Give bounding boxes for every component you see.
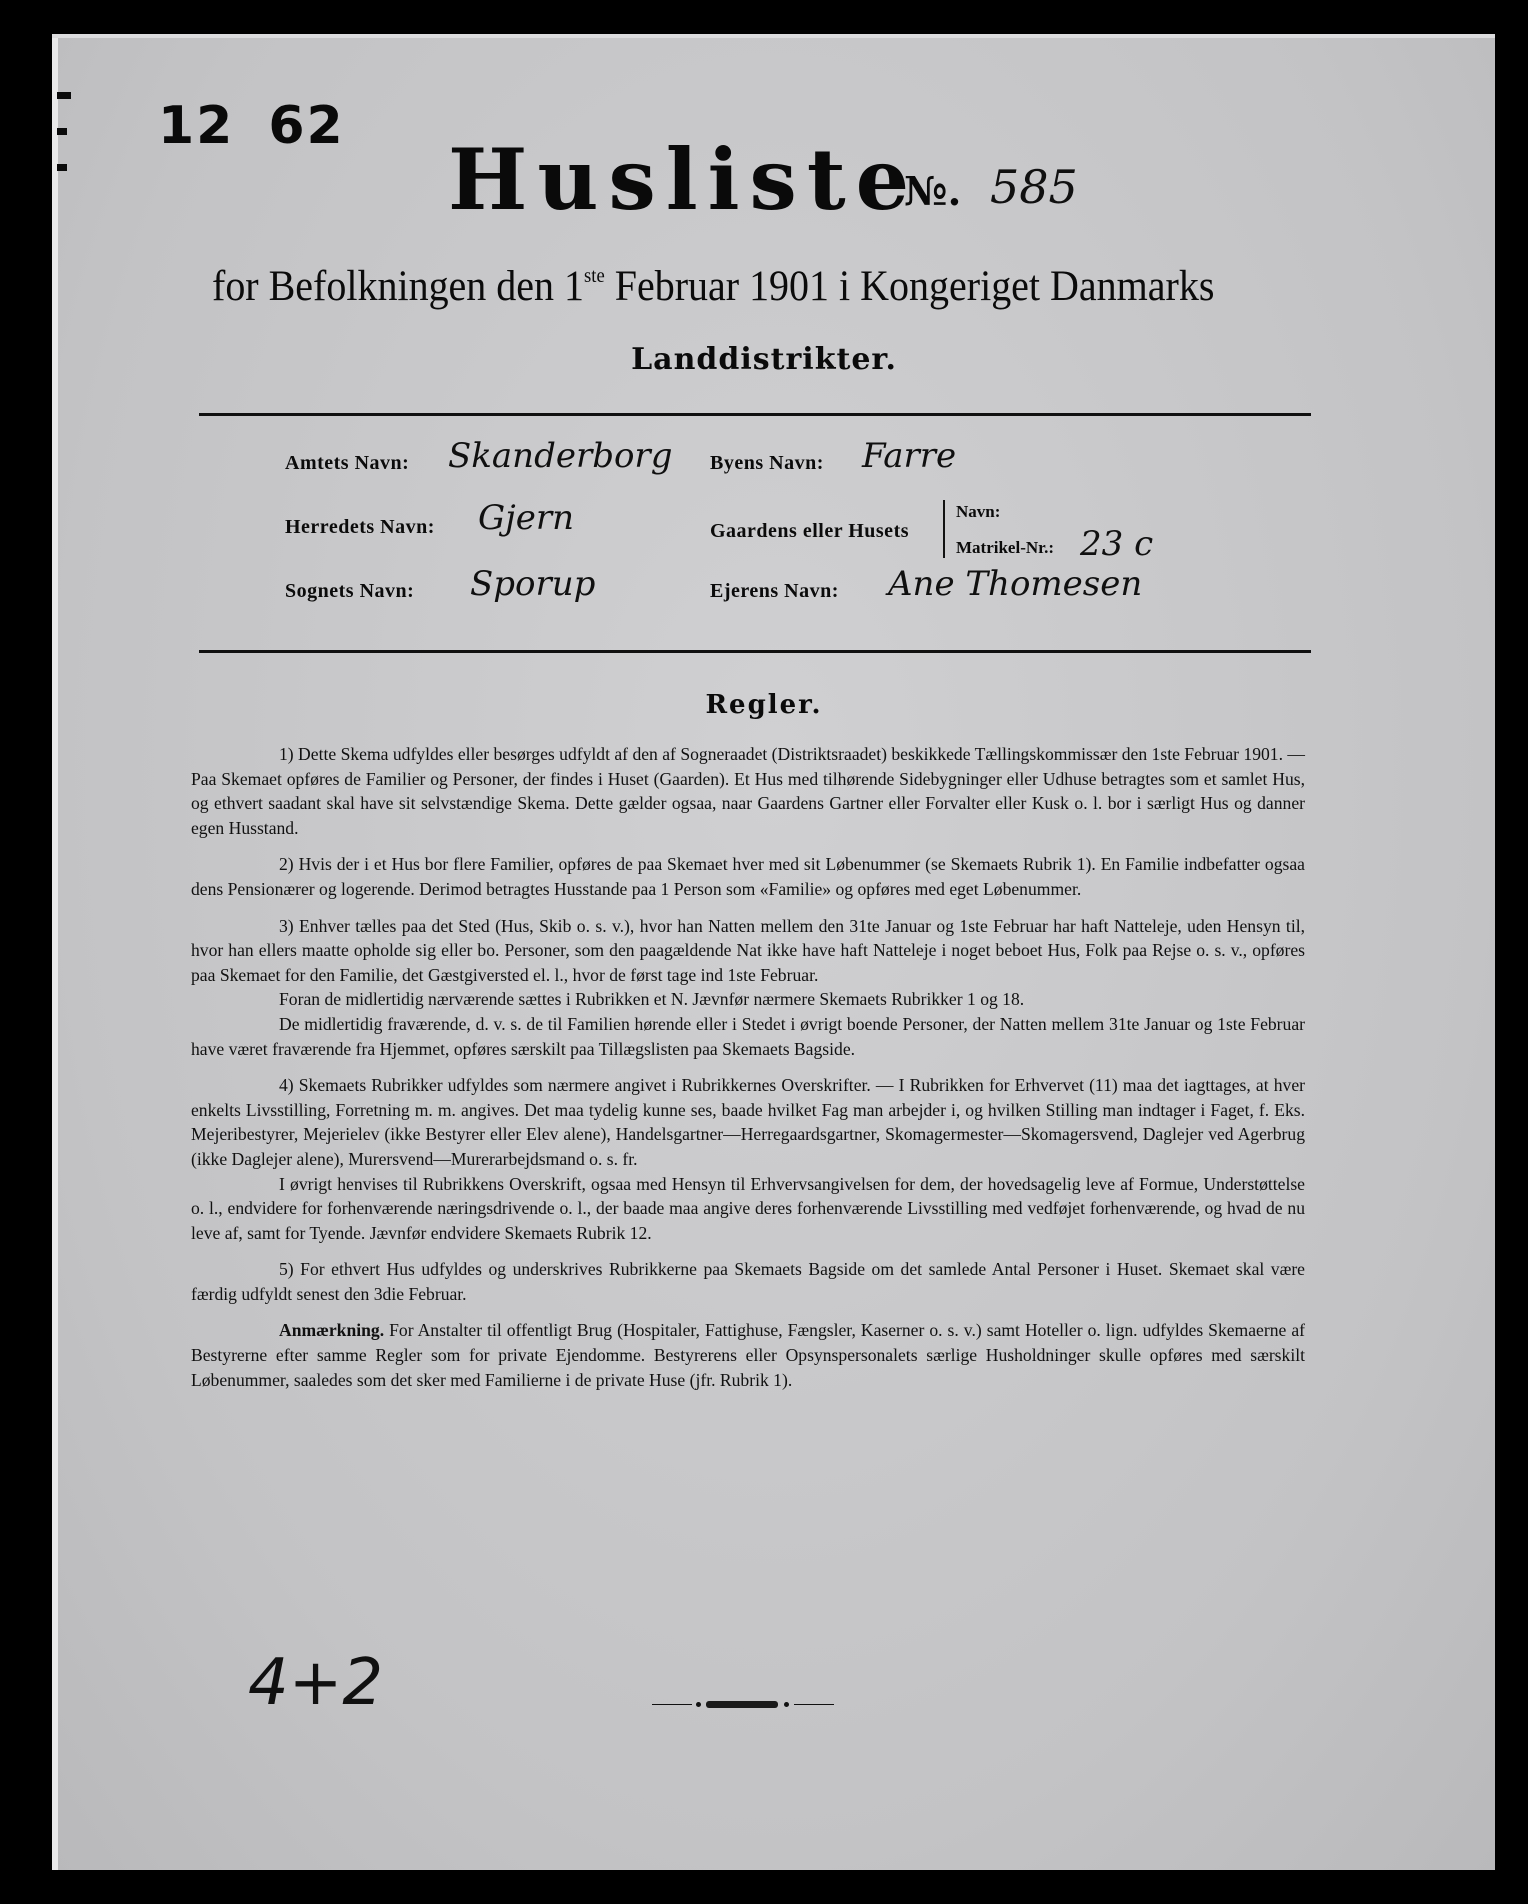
matrikel-value: 23 c (1080, 524, 1154, 564)
handwritten-number: 4+2 (248, 1646, 384, 1720)
archive-number-a: 12 (158, 96, 235, 156)
ornament-divider (652, 1700, 837, 1709)
by-value: Farre (862, 436, 957, 476)
ejer-label: Ejerens Navn: (710, 580, 839, 602)
rules-body (191, 742, 1305, 1392)
sogn-value: Sporup (470, 564, 596, 604)
navn-label: Navn: (956, 502, 1001, 521)
rule-3-absent: De midlertidig fraværende, d. v. s. de til Familien hørende eller i Stedet i øvrigt boende Personer, der Natten mellem 31te Januar og 1ste Februar have været fraværende fra Hjemmet, opføres særskilt paa Tillægslisten paa Skemaets Bagside. (191, 1013, 1305, 1059)
margin-mark (57, 164, 67, 171)
margin-mark (57, 128, 67, 135)
rule-5: 5) For ethvert Hus udfyldes og underskrives Rubrikkerne paa Skemaets Bagside om det samlede Antal Personer i Huset. Skemaet skal være færdig udfyldt senest den 3die Februar. (191, 1259, 1305, 1304)
margin-mark (57, 92, 71, 99)
top-divider (199, 413, 1311, 416)
ejer-value: Ane Thomesen (888, 564, 1143, 604)
remark-label: Anmærkning. (279, 1320, 385, 1341)
rule-3-present: Foran de midlertidig nærværende sættes i Rubrikken et N. Jævnfør nærmere Skemaets Rubrikker 1 og 18. (279, 989, 1025, 1010)
archive-number-b: 62 (268, 96, 345, 156)
subtitle-sup: ste (584, 265, 605, 287)
remark (191, 1318, 1305, 1392)
herred-label: Herredets Navn: (285, 516, 435, 538)
form-title: Husliste (448, 130, 920, 229)
subtitle-post: Februar 1901 i Kongeriget Danmarks (604, 263, 1215, 310)
rule-1: 1) Dette Skema udfyldes eller besørges udfyldt af den af Sogneraadet (Distriktsraadet) beskikkede Tællingskommissær den 1ste Februar 1901. — Paa Skemaet opføres de Familier og Personer, der findes i Huset (Gaarden). Et Hus med tilhørende Sidebygninger eller Udhuse betragtes som et samlet Hus, og ethvert saadant skal have sit selvstændige Skema. Dette gælder ogsaa, naar Gaardens Gartner eller Forvalter eller Kusk o. l. bor i særligt Hus og danner egen Husstand. (191, 744, 1305, 838)
page-edge (52, 34, 58, 1870)
field-brace (943, 500, 945, 558)
rule-4: 4) Skemaets Rubrikker udfyldes som nærmere angivet i Rubrikkernes Overskrifter. — I Rubrikken for Erhvervet (11) maa det iagttages, at hver enkelts Livsstilling, Forretning m. m. angives. Det maa tydelig kunne ses, baade hvilket Fag man arbejder i, og hvilken Stilling man indtager i Faget, f. Eks. Mejeribestyrer, Mejerielev (ikke Bestyrer eller Elev alene), Handelsgartner—Herregaardsgartner, Skomagermester—Skomagersvend, Daglejer ved Agerbrug (ikke Daglejer alene), Murersvend—Murerarbejdsmand o. s. fr. (191, 1075, 1305, 1169)
rule-3: 3) Enhver tælles paa det Sted (Hus, Skib o. s. v.), hvor han Natten mellem den 31te Januar og 1ste Februar har haft Natteleje, uden Hensyn til, hvor han ellers maatte opholde sig eller bo. Personer, som den paagældende Nat ikke have haft Natteleje i noget beboet Hus, Folk paa Rejse o. s. v., opføres paa Skemaet for den Familie, det Gæstgiversted el. l., hvor de først tage ind 1ste Februar. (191, 915, 1305, 985)
matrikel-label: Matrikel-Nr.: (956, 538, 1055, 557)
district-heading: Landdistrikter. (631, 342, 897, 377)
form-subtitle (212, 262, 1228, 311)
sogn-label: Sognets Navn: (285, 580, 415, 602)
gaard-label: Gaardens eller Husets (710, 520, 910, 542)
rule-4-continued: I øvrigt henvises til Rubrikkens Overskrift, ogsaa med Hensyn til Erhvervsangivelsen for dem, der hovedsagelig leve af Formue, Understøttelse o. l., endvidere for forhenværende næringsdrivende o. l., der baade maa angive deres forhenværende Livsstilling med vedføjet forhenværende, og hvad de nu leve af, samt for Tyende. Jævnfør endvidere Skemaets Rubrik 12. (191, 1173, 1305, 1243)
page-edge-top (52, 34, 1495, 38)
number-sign: №. (904, 168, 962, 215)
amt-value: Skanderborg (448, 436, 673, 476)
subtitle-pre: for Befolkningen den 1 (212, 263, 585, 310)
list-number: 585 (990, 160, 1078, 214)
remark-text: For Anstalter til offentligt Brug (Hospitaler, Fattighuse, Fængsler, Kaserner o. s. v.) samt Hoteller o. lign. udfyldes Skemaerne af Bestyrerne efter samme Regler som for private Ejendomme. Bestyrerens eller Opsynspersonalets særlige Husholdninger skulle opføres med særskilt Løbenummer, saaledes som det sker med Familierne i de private Huse (jfr. Rubrik 1). (191, 1320, 1305, 1390)
rule-2: 2) Hvis der i et Hus bor flere Familier, opføres de paa Skemaet hver med sit Løbenummer (se Skemaets Rubrik 1). En Familie indbefatter ogsaa dens Pensionærer og logerende. Derimod betragtes Husstande paa 1 Person som «Familie» og opføres med eget Løbenummer. (191, 854, 1305, 899)
archive-stamp (158, 96, 379, 156)
middle-divider (199, 650, 1311, 653)
by-label: Byens Navn: (710, 452, 824, 474)
amt-label: Amtets Navn: (285, 452, 410, 474)
rules-heading: Regler. (705, 690, 823, 720)
herred-value: Gjern (478, 498, 574, 538)
